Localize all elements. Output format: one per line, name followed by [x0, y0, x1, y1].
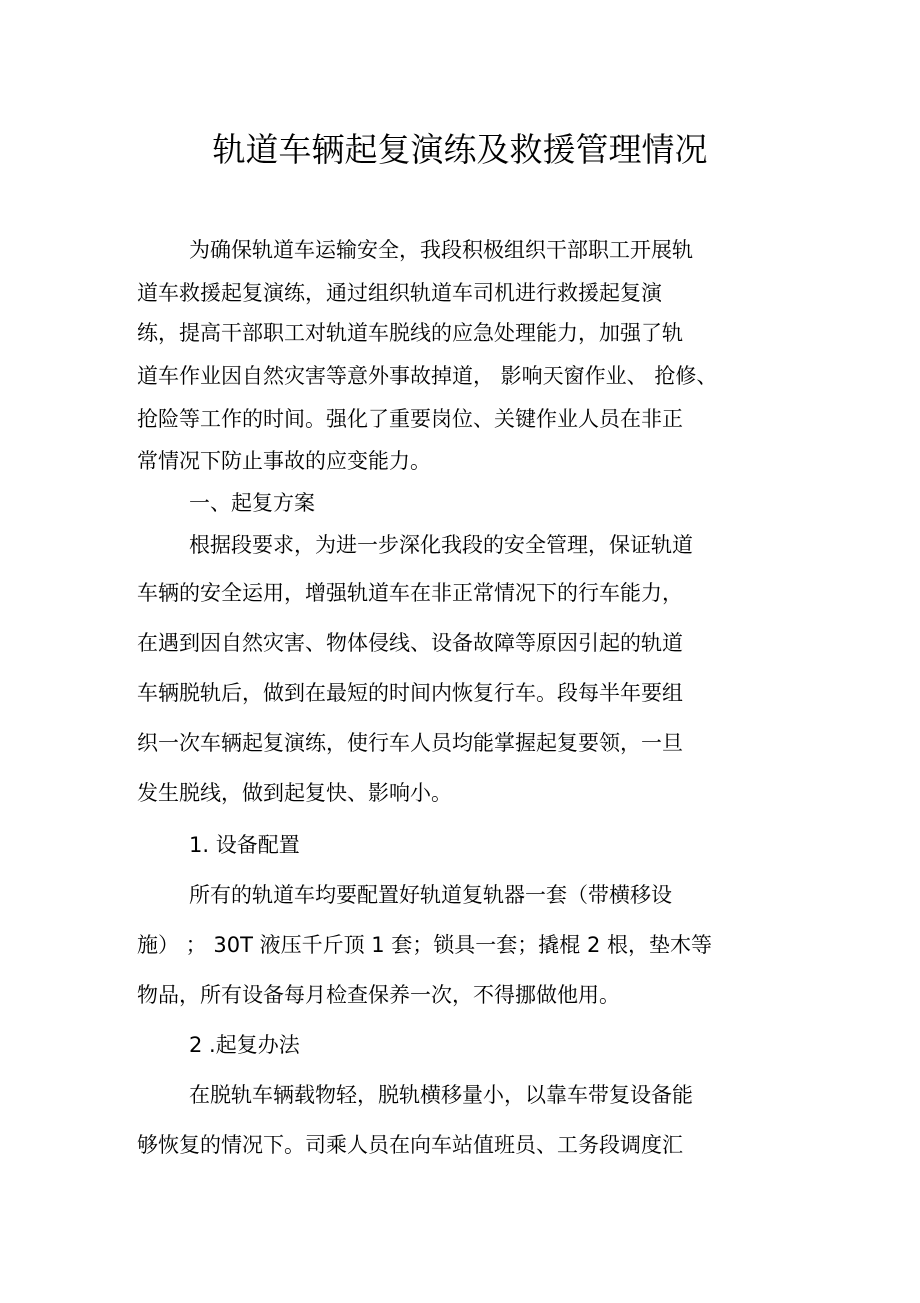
- paragraph-line: 抢险等工作的时间。强化了重要岗位、关键作业人员在非正: [137, 407, 683, 431]
- subsection-heading: 2 .起复办法: [189, 1033, 300, 1057]
- document-title: 轨道车辆起复演练及救援管理情况: [212, 130, 708, 169]
- paragraph-line: 在脱轨车辆载物轻，脱轨横移量小，以靠车带复设备能: [189, 1083, 693, 1107]
- section-heading: 一、起复方案: [189, 491, 315, 515]
- paragraph-line: 织一次车辆起复演练，使行车人员均能掌握起复要领，一旦: [137, 731, 683, 755]
- paragraph-line: 车辆的安全运用，增强轨道车在非正常情况下的行车能力，: [137, 581, 683, 605]
- paragraph-line: 车辆脱轨后，做到在最短的时间内恢复行车。段每半年要组: [137, 681, 683, 705]
- paragraph-line: 施） ； 30T 液压千斤顶 1 套；锁具一套；撬棍 2 根，垫木等: [137, 933, 712, 957]
- paragraph-line: 道车作业因自然灾害等意外事故掉道， 影响天窗作业、 抢修、: [137, 364, 718, 388]
- paragraph-line: 为确保轨道车运输安全，我段积极组织干部职工开展轨: [189, 238, 693, 262]
- paragraph-line: 道车救援起复演练，通过组织轨道车司机进行救援起复演: [137, 281, 662, 305]
- subsection-heading: 1. 设备配置: [189, 833, 300, 857]
- paragraph-line: 物品，所有设备每月检查保养一次，不得挪做他用。: [137, 983, 620, 1007]
- paragraph-line: 练，提高干部职工对轨道车脱线的应急处理能力，加强了轨: [137, 321, 683, 345]
- paragraph-line: 根据段要求，为进一步深化我段的安全管理，保证轨道: [189, 533, 693, 557]
- paragraph-line: 发生脱线，做到起复快、影响小。: [137, 781, 452, 805]
- paragraph-line: 常情况下防止事故的应变能力。: [137, 449, 431, 473]
- paragraph-line: 够恢复的情况下。司乘人员在向车站值班员、工务段调度汇: [137, 1133, 683, 1157]
- paragraph-line: 在遇到因自然灾害、物体侵线、设备故障等原因引起的轨道: [137, 631, 683, 655]
- paragraph-line: 所有的轨道车均要配置好轨道复轨器一套（带横移设: [189, 883, 672, 907]
